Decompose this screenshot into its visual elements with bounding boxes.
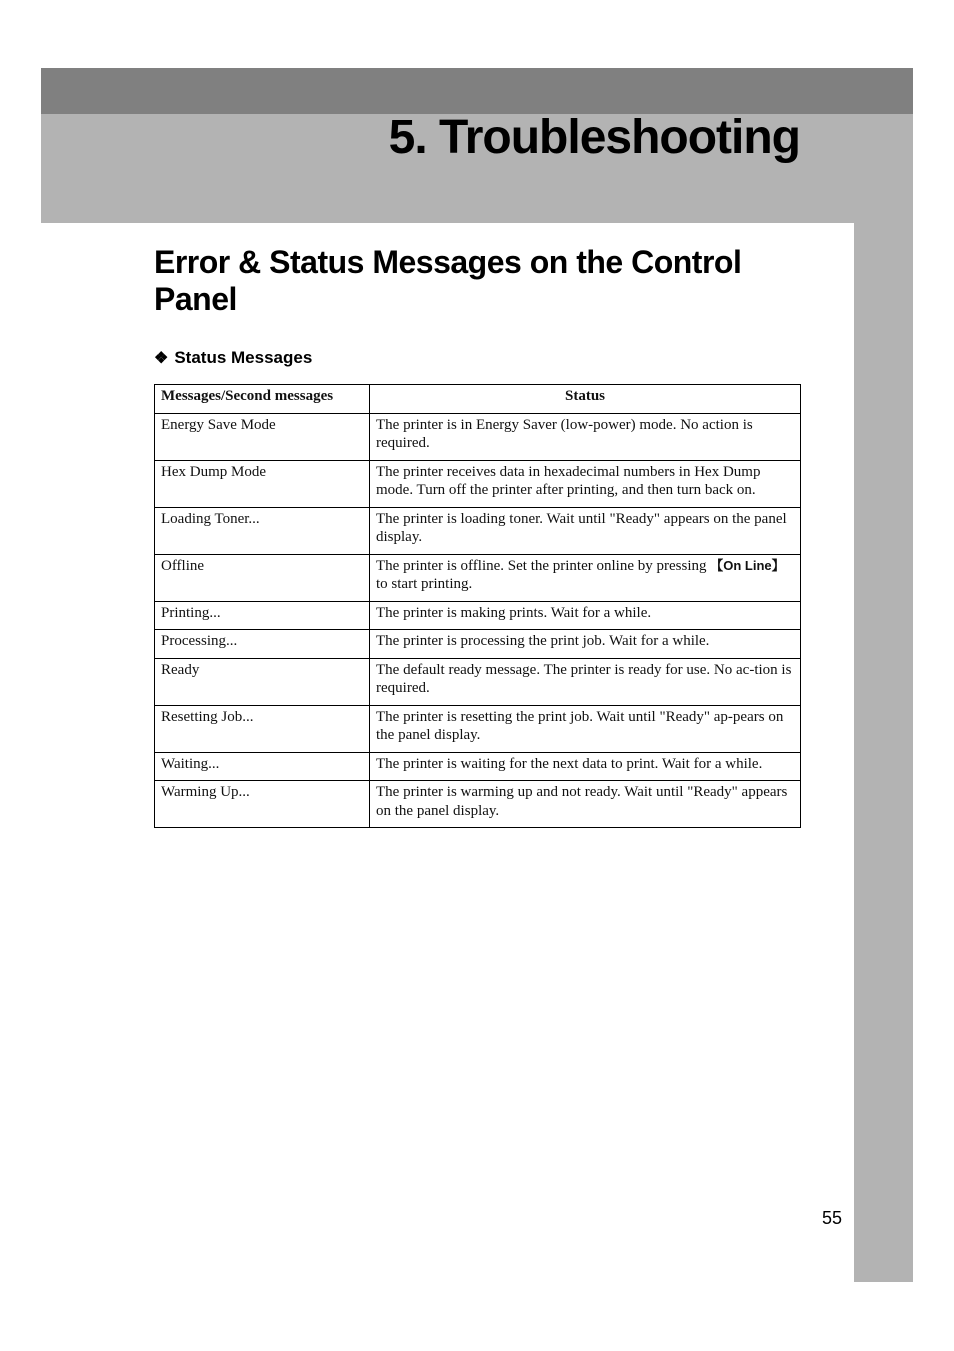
status-cell: The printer is waiting for the next data to print. Wait for a while. [370, 752, 801, 781]
table-header-row [155, 385, 801, 414]
status-cell: The printer is warming up and not ready. Wait until "Ready" appears on the panel display. [370, 781, 801, 828]
on-line-key-label: 【On Line】 [710, 557, 785, 573]
table-row [155, 413, 801, 460]
message-cell: Loading Toner... [155, 507, 370, 554]
message-cell: Ready [155, 658, 370, 705]
diamond-bullet-icon: ❖ [154, 350, 169, 367]
table-row [155, 658, 801, 705]
subheading-label: Status Messages [174, 348, 313, 367]
table-row [155, 554, 801, 601]
column-header-messages: Messages/Second messages [155, 385, 370, 414]
page-number: 55 [822, 1208, 843, 1228]
status-cell: The printer is making prints. Wait for a while. [370, 601, 801, 630]
chapter-header-dark-band [41, 68, 913, 114]
status-cell: The printer is in Energy Saver (low-power) mode. No action is required. [370, 413, 801, 460]
status-cell: The default ready message. The printer is ready for use. No ac-tion is required. [370, 658, 801, 705]
message-cell: Waiting... [155, 752, 370, 781]
column-header-status: Status [370, 385, 801, 414]
table-row [155, 601, 801, 630]
table-row [155, 460, 801, 507]
table-row [155, 507, 801, 554]
message-cell: Processing... [155, 630, 370, 659]
chapter-title: 5. Troubleshooting [388, 111, 800, 164]
message-cell: Printing... [155, 601, 370, 630]
side-thumb-tab [854, 223, 913, 1282]
message-cell: Hex Dump Mode [155, 460, 370, 507]
table-row [155, 630, 801, 659]
message-cell: Resetting Job... [155, 705, 370, 752]
status-text-before-key: The printer is offline. Set the printer online by pressing [376, 557, 707, 574]
message-cell: Offline [155, 554, 370, 601]
status-cell: The printer receives data in hexadecimal numbers in Hex Dump mode. Turn off the printer after printing, and then turn back on. [370, 460, 801, 507]
message-cell: Energy Save Mode [155, 413, 370, 460]
table-row [155, 752, 801, 781]
status-cell: The printer is processing the print job. Wait for a while. [370, 630, 801, 659]
table-row [155, 781, 801, 828]
subheading-status-messages [154, 348, 312, 368]
status-text-after-key: to start printing. [376, 576, 473, 592]
status-cell [370, 554, 801, 601]
table-row [155, 705, 801, 752]
section-title: Error & Status Messages on the Control Panel [154, 244, 742, 317]
message-cell: Warming Up... [155, 781, 370, 828]
status-cell: The printer is resetting the print job. Wait until "Ready" ap-pears on the panel display. [370, 705, 801, 752]
status-messages-table [154, 384, 801, 828]
status-cell: The printer is loading toner. Wait until "Ready" appears on the panel display. [370, 507, 801, 554]
